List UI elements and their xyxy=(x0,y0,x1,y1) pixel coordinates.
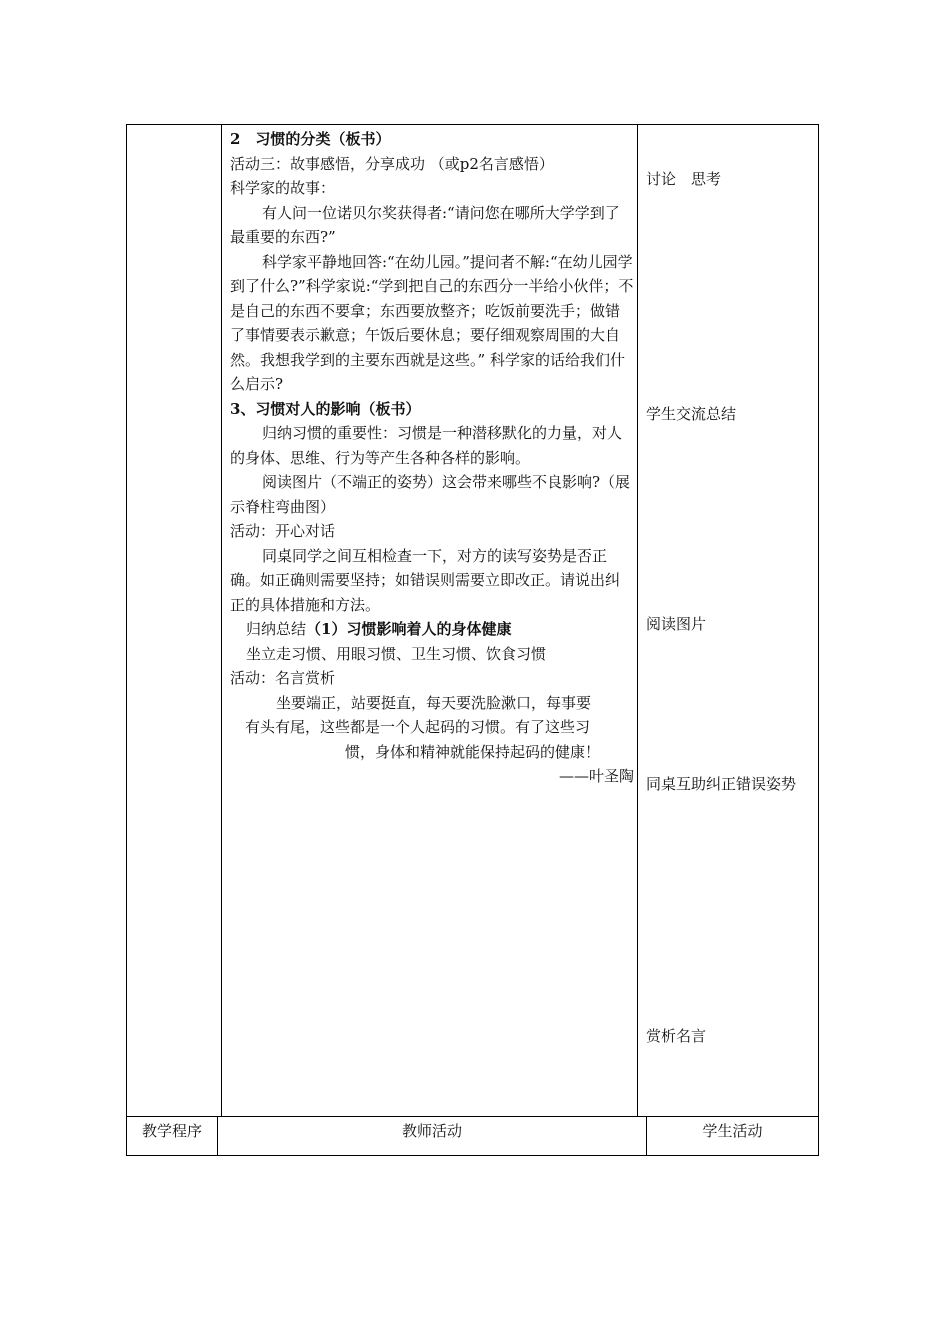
conclusion-line xyxy=(230,617,634,642)
table-border-left xyxy=(126,124,127,1156)
table-divider-2 xyxy=(637,124,638,1117)
story-paragraph-2: 科学家平静地回答:“在幼儿园。”提问者不解:“在幼儿园学到了什么?”科学家说:“学到把自己的东西分一半给小伙伴；不是自己的东西不要拿；东西要放整齐；吃饭前要洗手；做错了事情要表示歉意；午饭后要休息；要仔细观察周围的大自然。我想我学到的主要东西就是这些。” 科学家的话给我们什么启示? xyxy=(230,252,634,393)
conclusion-bold: （1）习惯影响着人的身体健康 xyxy=(306,620,512,638)
dialog-paragraph: 同桌同学之间互相检查一下，对方的读写姿势是否正确。如正确则需要坚持；如错误则需要立即改正。请说出纠正的具体措施和方法。 xyxy=(230,546,621,614)
picture-paragraph: 阅读图片（不端正的姿势）这会带来哪些不良影响?（展示脊柱弯曲图） xyxy=(230,473,631,516)
activity-quote-label: 活动：名言赏析 xyxy=(230,669,336,687)
student-item-appreciate-quote: 赏析名言 xyxy=(646,1027,707,1045)
summary-paragraph: 归纳习惯的重要性：习惯是一种潜移默化的力量，对人的身体、思维、行为等产生各种各样的影响。 xyxy=(230,424,623,467)
quote-line-3: 惯，身体和精神就能保持起码的健康！ xyxy=(345,742,601,761)
conclusion-prefix: 归纳总结 xyxy=(246,620,307,638)
table-border-top xyxy=(126,124,819,125)
teacher-activity-cell xyxy=(230,127,634,789)
quote-line-2: 有头有尾，这些都是一个人起码的习惯。有了这些习 xyxy=(245,718,591,736)
student-item-peer-correct: 同桌互助纠正错误姿势 xyxy=(646,775,797,793)
quote-line-1: 坐要端正，站要挺直，每天要洗脸漱口，每事要 xyxy=(276,693,592,712)
habits-list: 坐立走习惯、用眼习惯、卫生习惯、饮食习惯 xyxy=(246,644,547,663)
heading-habit-influence: 3、习惯对人的影响（板书） xyxy=(230,399,421,418)
footer-student-activity: 学生活动 xyxy=(702,1122,763,1140)
table-divider-1 xyxy=(221,124,222,1117)
footer-teaching-procedure: 教学程序 xyxy=(141,1122,202,1140)
activity-dialog-label: 活动：开心对话 xyxy=(230,522,336,540)
table-border-right xyxy=(818,124,819,1156)
table-row-separator xyxy=(126,1116,819,1117)
activity-three-label: 活动三：故事感悟，分享成功 （或p2名言感悟） xyxy=(230,154,554,173)
student-item-discuss: 讨论 思考 xyxy=(646,170,722,188)
quote-author: ——叶圣陶 xyxy=(558,767,634,785)
heading-habit-classification: 2 习惯的分类（板书） xyxy=(230,130,391,148)
student-item-read-picture: 阅读图片 xyxy=(646,615,707,633)
student-item-summary: 学生交流总结 xyxy=(646,405,737,423)
footer-teacher-activity: 教师活动 xyxy=(401,1122,462,1140)
story-paragraph-1: 有人问一位诺贝尔奖获得者:“请问您在哪所大学学到了最重要的东西?” xyxy=(230,203,620,246)
story-title: 科学家的故事： xyxy=(230,179,336,197)
